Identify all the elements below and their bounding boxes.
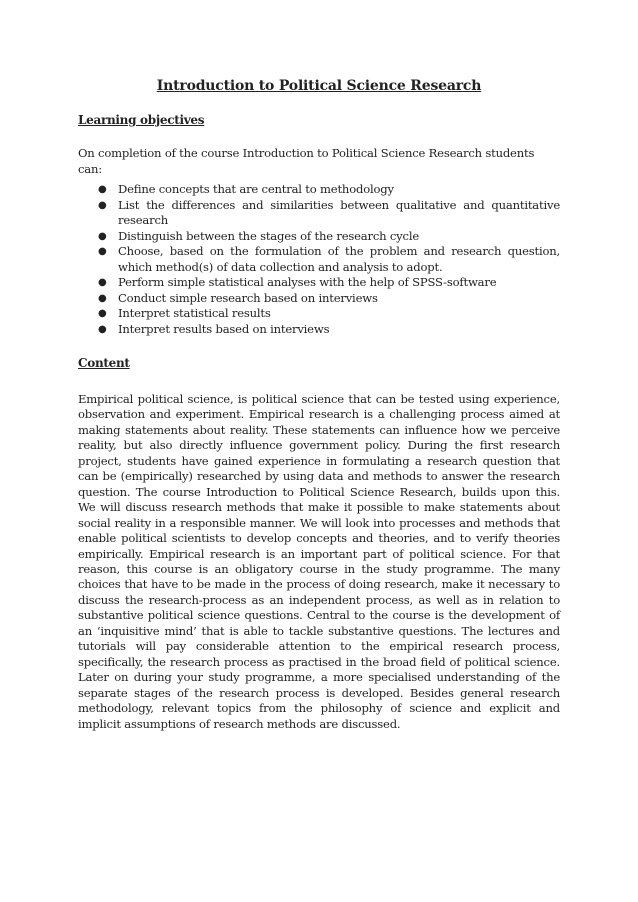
content-paragraph: Empirical political science, is political science that can be tested using experience, observation and experiment. Empirical research is a challenging process aimed at making statements about reality. These statements can influence how we perceive reality, but also directly influence government policy. During the first research project, students have gained experience in formulating a research question that can be (empirically) researched by using data and methods to answer the research question. The course Introduction to Political Science Research, builds upon this. We will discuss research methods that make it possible to make statements about social reality in a responsible manner. We will look into processes and methods that enable political scientists to develop concepts and theories, and to verify theories empirically. Empirical research is an important part of political science. For that reason, this course is an obligatory course in the study programme. The many choices that have to be made in the process of doing research, make it necessary to discuss the research-process as an independent process, as well as in relation to substantive political science questions. Central to the course is the development of an ‘inquisitive mind’ that is able to tackle substantive questions. The lectures and tutorials will pay considerable attention to the empirical research process, specifically, the research process as practised in the broad field of political science. Later on during your study programme, a more specialised understanding of the separate stages of the research process is developed. Besides general research methodology, relevant topics from the philosophy of science and explicit and implicit assumptions of research methods are discussed. (78, 392, 560, 731)
list-item (98, 321, 560, 338)
bullet-icon: ● (98, 323, 107, 335)
objective-text: Distinguish between the stages of the research cycle (118, 228, 419, 243)
list-item (98, 182, 560, 198)
bullet-icon: ● (98, 199, 107, 211)
objective-text: Conduct simple research based on interviews (118, 290, 378, 305)
list-item (98, 306, 560, 322)
objective-text: List the differences and similarities between qualitative and quantitative research (118, 197, 560, 227)
bullet-icon: ● (98, 308, 107, 319)
document-title: Introduction to Political Science Research (156, 78, 482, 94)
content-heading: Content (78, 356, 130, 370)
list-item (98, 244, 560, 275)
bullet-icon: ● (98, 292, 107, 304)
list-item (98, 197, 560, 229)
bullet-icon: ● (98, 277, 107, 288)
bullet-icon: ● (98, 230, 107, 242)
list-item (98, 228, 560, 245)
objective-text: Define concepts that are central to methodology (118, 182, 394, 196)
objective-text: Interpret statistical results (118, 306, 271, 320)
document-page (78, 78, 560, 732)
list-item (98, 275, 560, 291)
objective-text: Choose, based on the formulation of the problem and research question, which method(s) of data collection and analysis to adopt. (118, 244, 560, 274)
learning-objectives-heading: Learning objectives (78, 113, 205, 127)
bullet-icon: ● (98, 246, 107, 257)
objectives-list (78, 182, 560, 337)
objective-text: Interpret results based on interviews (118, 321, 330, 336)
bullet-icon: ● (98, 184, 107, 195)
objectives-intro: On completion of the course Introduction to Political Science Research students can: (78, 146, 535, 176)
objective-text: Perform simple statistical analyses with the help of SPSS-software (118, 275, 497, 289)
list-item (98, 290, 560, 307)
